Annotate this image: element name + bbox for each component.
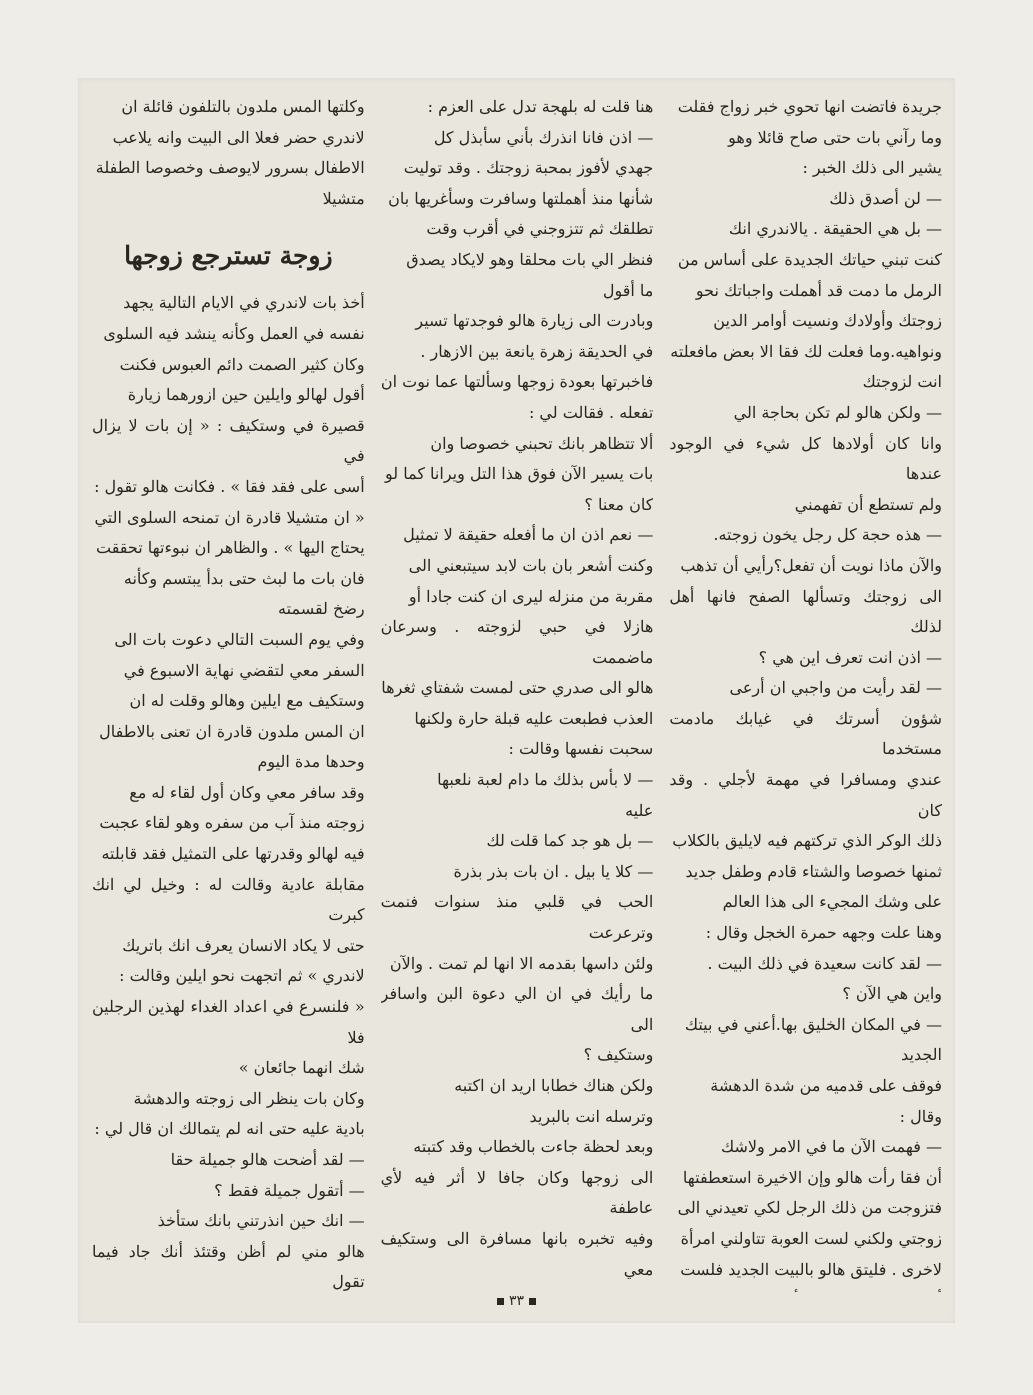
text-line: ما أقول <box>602 280 654 300</box>
text-line: مقربة من منزله ليرى ان كنت جادا أو <box>408 586 654 606</box>
page-number-text: ٣٣ <box>508 1293 525 1309</box>
text-line: وهنا علت وجهه حمرة الخجل وقال : <box>705 923 942 943</box>
column-left-top-text <box>92 92 365 214</box>
text-line: هالو مني لم أظن وقتئذ أنك جاد فيما تقول <box>91 1241 365 1292</box>
text-line: — نعم اذن ان ما أفعله حقيقة لا تمثيل <box>403 525 654 545</box>
text-line: لاندري » ثم اتجهت نحو ايلين وقالت : <box>119 966 365 986</box>
text-line: وما رآني بات حتى صاح قائلا وهو <box>728 127 942 147</box>
text-line: العذب فطبعت عليه قبلة حارة ولكنها <box>414 708 654 728</box>
text-line: — بل هي الحقيقة . يالاندري انك <box>728 219 942 239</box>
text-line: — أتقول جميلة فقط ؟ <box>214 1180 365 1200</box>
text-line: كنت تبني حياتك الجديدة على أساس من <box>677 249 942 269</box>
text-line: جهدي لأفوز بمحبة زوجتك . وقد توليت <box>403 158 654 178</box>
text-line: حتى لا يكاد الانسان يعرف انك باتريك <box>122 935 365 955</box>
text-line: — هذه حجة كل رجل يخون زوجته. <box>713 525 942 545</box>
text-line: مقابلة عادية وقالت له : وخيل لي انك كبرت <box>91 874 365 925</box>
text-line: وحدها مدة اليوم <box>257 752 365 772</box>
text-line: تفعله . فقالت لي : <box>528 402 654 422</box>
text-line: جريدة فاتضت انها تحوي خبر زواج فقلت <box>677 97 942 116</box>
text-line: فيه لهالو وقدرتها على التمثيل فقد قابلته <box>101 844 365 864</box>
text-line: وبادرت الى زيارة هالو فوجدتها تسير <box>415 311 654 331</box>
text-line: أن فقا رأت هالو وإن الاخيرة استعطفتها <box>682 1167 942 1187</box>
text-line: الاطفال بسرور لايوصف وخصوصا الطفلة <box>95 158 365 178</box>
text-line: هازلا في حبي لزوجته . وسرعان ماضممت <box>380 617 654 667</box>
text-line: وقال : <box>899 1106 942 1126</box>
page-number <box>78 1293 955 1309</box>
text-line: ولم تستطع أن تفهمني <box>794 494 942 514</box>
text-line: — اذن فانا انذرك بأني سأبذل كل <box>433 127 654 147</box>
text-line: ولئن داسها بقدمه الا انها لم تمت . والآن <box>389 953 654 973</box>
text-line: السفر معي لتقضي نهاية الاسبوع في <box>123 660 365 680</box>
text-line: أخذ بات لاندري في الايام التالية يجهد <box>123 293 365 313</box>
magazine-page <box>78 78 955 1323</box>
text-line: فوقف على قدميه من شدة الدهشة <box>710 1076 942 1095</box>
square-bullet-icon <box>497 1298 504 1305</box>
text-columns <box>92 92 942 1292</box>
text-line: شؤون أسرتك في غيابك مادمت مستخدما <box>669 708 942 759</box>
text-line: رضخ لقسمته <box>278 599 365 619</box>
text-line: يحتاج اليها » . والظاهر ان نبوءتها تحققت <box>96 538 365 558</box>
text-line: وستكيف مع ايلين وهالو وقلت له ان <box>129 691 365 711</box>
section-heading: زوجة تسترجع زوجها <box>124 241 333 271</box>
text-line: واين هي الآن ؟ <box>842 984 942 1004</box>
text-line: فان بات ما لبث حتى بدأ يبتسم وكأنه <box>123 568 365 588</box>
text-line: — ولكن هالو لم تكن بحاجة الي <box>733 402 942 422</box>
text-line: عليه <box>625 800 654 820</box>
text-line: ولكن هناك خطابا اريد ان اكتبه <box>454 1076 654 1095</box>
text-line: ونواهيه.وما فعلت لك فقا الا بعض مافعلته <box>670 341 942 361</box>
text-line: الرمل ما دمت قد أهملت واجباتك نحو <box>695 280 942 300</box>
text-line: الجديد <box>901 1045 942 1065</box>
text-line: زوجتك وأولادك ونسيت أوامر الدين <box>713 311 942 331</box>
square-bullet-icon <box>529 1298 536 1305</box>
text-line: وكلتها المس ملدون بالتلفون قائلة ان <box>121 97 365 116</box>
text-line: عندي ومسافرا في مهمة لأجلي . وقد كان <box>669 770 942 820</box>
text-line: وستكيف ؟ <box>583 1045 654 1065</box>
text-line: « فلنسرع في اعداد الغداء لهذين الرجلين فلا <box>91 997 365 1047</box>
text-line: ذلك الوكر الذي تركتهم فيه لايليق بالكلاب <box>672 831 942 851</box>
text-line: أسى على فقد فقا » . فكانت هالو تقول : <box>94 476 365 496</box>
text-line: والآن ماذا نويت أن تفعل؟رأيي أن تذهب <box>680 555 942 575</box>
text-line: وفيه تخبره بانها مسافرة الى وستكيف معي <box>380 1228 654 1279</box>
text-line: بادية عليه حتى انه لم يتمالك ان قال لي : <box>94 1119 365 1139</box>
text-line: وكنت أشعر بان بات لابد سيتبعني الى <box>408 555 654 575</box>
text-line: « ان متشيلا قادرة ان تمنحه السلوى التي <box>94 507 365 527</box>
text-line: — لا بأس بذلك ما دام لعبة نلعبها <box>437 770 654 790</box>
text-line: وانا كان أولادها كل شيء في الوجود عندها <box>669 433 942 484</box>
text-line: لاندري حضر فعلا الى البيت وانه يلاعب <box>112 127 365 147</box>
text-line: وبعد لحظة جاءت بالخطاب وقد كتبته <box>413 1137 654 1157</box>
text-line: على وشك المجيء الى هذا العالم <box>722 892 942 912</box>
text-line: ما رأيك في ان الي دعوة البن واسافر الى <box>380 984 654 1034</box>
column-right <box>669 92 942 1292</box>
text-line: وترسله انت بالبريد <box>529 1106 654 1126</box>
text-line: ان المس ملدون قادرة ان تعنى بالاطفال <box>99 721 365 741</box>
text-line: بات يسير الآن فوق هذا التل ويرانا كما لو <box>385 464 654 484</box>
text-line: سحبت نفسها وقالت : <box>508 739 654 759</box>
text-line <box>669 1285 942 1292</box>
text-line: أقول لهالو وايلين حين ازورهما زيارة <box>127 385 365 405</box>
text-line: زوجته منذ آب من سفره وهو لقاء عجبت <box>99 813 365 833</box>
text-line: — لقد أضحت هالو جميلة حقا <box>170 1150 365 1169</box>
text-line: لاخرى . فليتق هالو بالبيت الجديد فلست <box>680 1259 942 1279</box>
text-line: كان معنا ؟ <box>584 494 654 514</box>
text-line: ثمنها خصوصا والشتاء قادم وطفل جديد <box>685 861 942 881</box>
text-line: وكان بات ينظر الى زوجته والدهشة <box>133 1088 365 1108</box>
text-line: في الحديقة زهرة يانعة بين الازهار . <box>420 341 654 361</box>
text-line: تطلقك ثم تتزوجني في أقرب وقت <box>426 219 654 239</box>
text-line: وقد سافر معي وكان أول لقاء له مع <box>129 782 365 802</box>
column-left <box>92 92 365 1292</box>
column-middle <box>381 92 654 1292</box>
text-line <box>381 1285 654 1292</box>
text-line: — اذن انت تعرف اين هي ؟ <box>758 647 942 667</box>
text-line: انت لزوجتك <box>862 372 942 392</box>
text-line: شك انهما جائعان » <box>238 1058 365 1078</box>
text-line: فتزوجت من ذلك الرجل لكي تعيدني الى <box>677 1198 942 1218</box>
text-line: — في المكان الخليق بها.أعني في بيتك <box>684 1014 942 1034</box>
text-line: يشير الى ذلك الخبر : <box>802 158 942 178</box>
text-line: وكان كثير الصمت دائم العبوس فكنت <box>119 354 365 374</box>
text-line: زوجتي ولكني لست العوبة تتاولني امرأة <box>680 1228 942 1248</box>
column-left-body-text <box>92 288 365 1292</box>
text-line: — فهمت الآن ما في الامر ولاشك <box>721 1137 942 1157</box>
text-line: — لقد كانت سعيدة في ذلك البيت . <box>707 953 942 973</box>
text-line: نفسه في العمل وكأنه ينشد فيه السلوى <box>103 323 365 343</box>
text-line: هالو الى صدري حتى لمست شفتاي ثغرها <box>381 678 654 698</box>
text-line: — لن أصدق ذلك <box>829 188 942 208</box>
text-line: — لقد رأيت من واجبي ان أرعى <box>729 678 942 698</box>
text-line: متشيلا <box>322 188 365 208</box>
text-line: هنا قلت له بلهجة تدل على العزم : <box>427 97 654 116</box>
text-line: الحب في قلبي منذ سنوات فنمت وترعرعت <box>380 892 654 943</box>
text-line: قصيرة في وستكيف : « إن بات لا يزال في <box>91 415 365 466</box>
text-line: ألا تتظاهر بانك تحبني خصوصا وان <box>430 433 654 453</box>
text-line: وفي يوم السبت التالي دعوت بات الى <box>114 629 365 649</box>
text-line: — انك حين انذرتني بانك ستأخذ <box>157 1211 365 1231</box>
text-line: شأنها منذ أهملتها وسافرت وسأغريها بان <box>388 188 654 208</box>
text-line: — كلا يا بيل . ان بات بذر بذرة <box>453 861 654 881</box>
text-line: الى زوجها وكان جافا لا أثر فيه لأي عاطفة <box>380 1167 654 1218</box>
text-line: — بل هو جد كما قلت لك <box>486 831 654 851</box>
text-line: فاخبرتها بعودة زوجها وسألتها عما نوت ان <box>380 372 654 392</box>
text-line: فنظر الي بات محلقا وهو لايكاد يصدق <box>406 249 654 269</box>
text-line: الى زوجتك وتسألها الصفح فانها أهل لذلك <box>669 586 942 637</box>
